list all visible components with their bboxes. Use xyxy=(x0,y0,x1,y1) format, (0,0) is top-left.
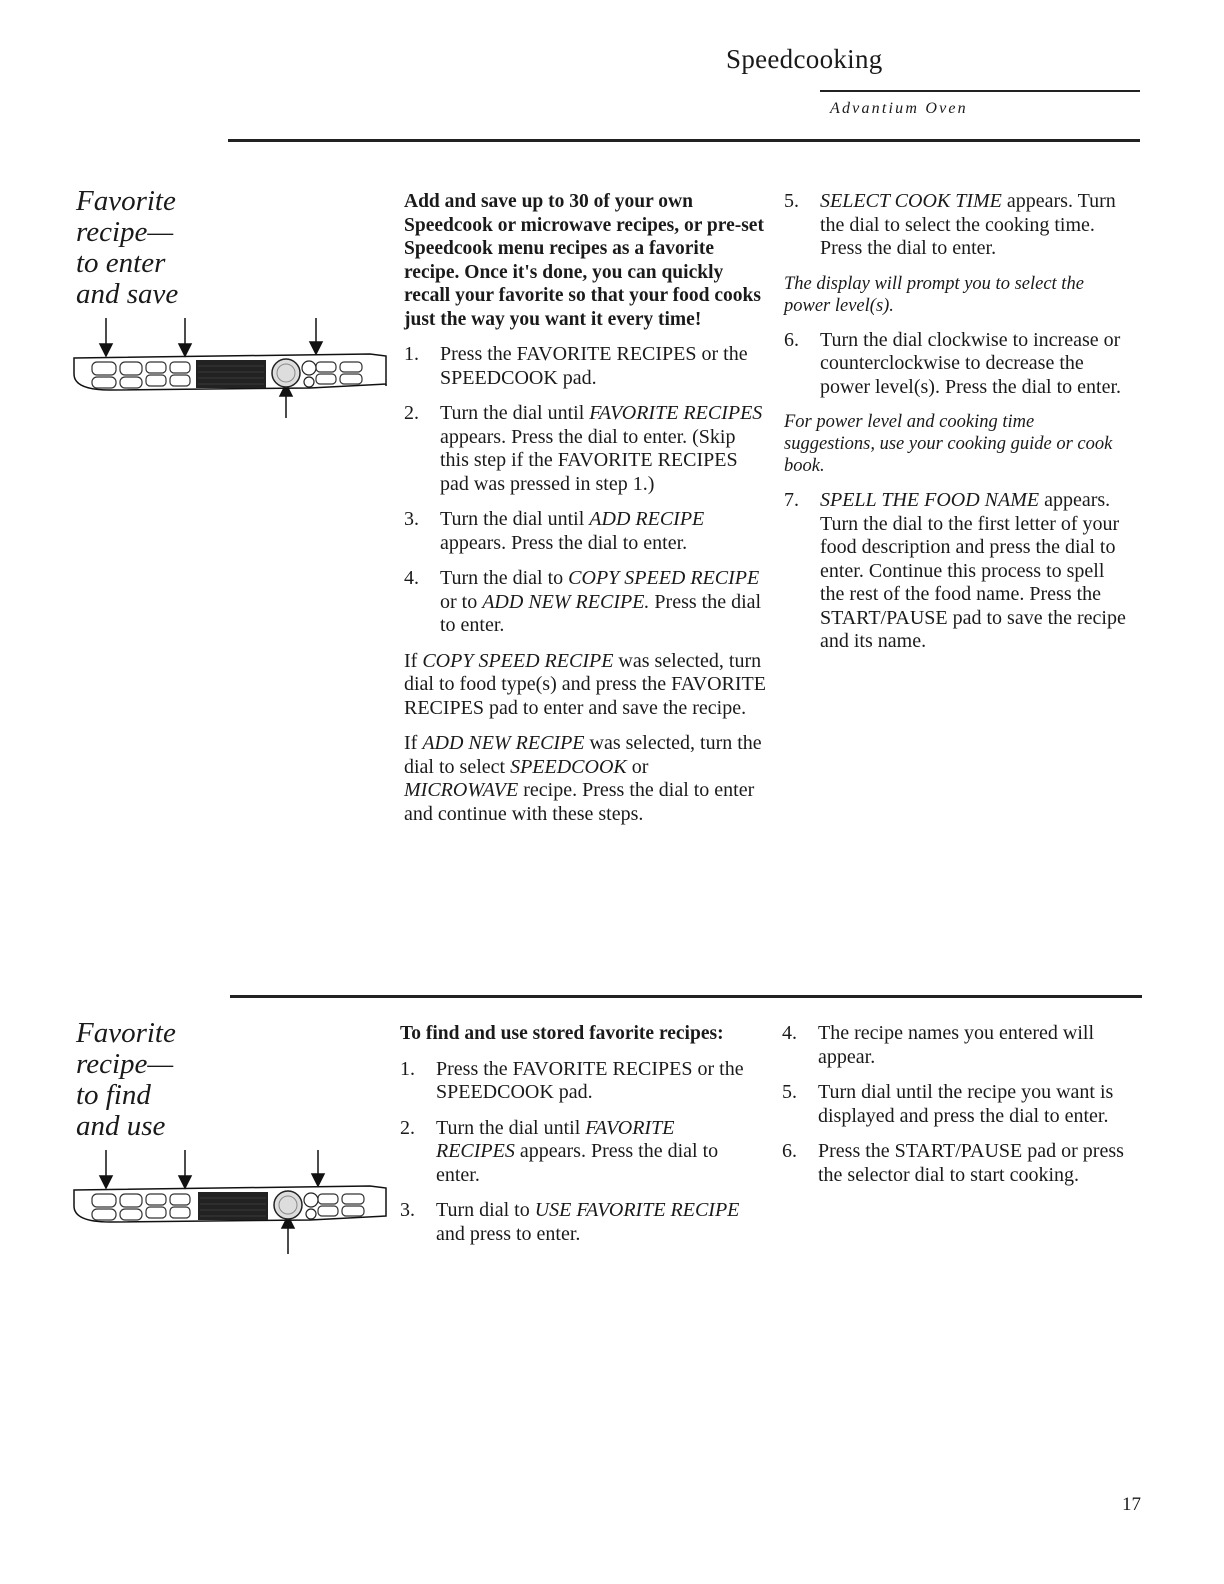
control-panel-illustration xyxy=(70,318,390,428)
section1-step-2: 2. Turn the dial until FAVORITE RECIPES appears. Press the dial to enter. (Skip this step if the FAVORITE RECIPES pad was pressed in step 1.) xyxy=(404,402,763,495)
section1-column-middle xyxy=(404,190,766,838)
section1-step-3: 3. Turn the dial until ADD RECIPE appears. Press the dial to enter. xyxy=(404,508,705,554)
section1-note-power: The display will prompt you to select the power level(s). xyxy=(784,273,1084,316)
section1-intro: Add and save up to 30 of your own Speedcook or microwave recipes, or pre-set Speedcook menu recipes as a favorite recipe. Once it's done, you can quickly recall your favorite so that your food cooks just the way you want it every time! xyxy=(404,191,764,330)
page-number: 17 xyxy=(1122,1494,1141,1515)
section2-step-5: 5. Turn dial until the recipe you want is displayed and press the dial to enter. xyxy=(782,1081,1114,1127)
header-divider xyxy=(820,90,1140,92)
section2-step-6: 6. Press the START/PAUSE pad or press the selector dial to start cooking. xyxy=(782,1140,1124,1186)
section1-step-4-new-note: If ADD NEW RECIPE was selected, turn the dial to select SPEEDCOOK or MICROWAVE recipe. Press the dial to enter and continue with these steps. xyxy=(404,732,762,825)
section1-column-right xyxy=(784,190,1128,666)
section2-step-3: 3. Turn dial to USE FAVORITE RECIPE and press to enter. xyxy=(400,1199,740,1245)
section2-step-1: 1. Press the FAVORITE RECIPES or the SPEEDCOOK pad. xyxy=(400,1057,744,1103)
section2-title: Favorite recipe— to find and use xyxy=(76,1017,176,1142)
section2-column-middle xyxy=(400,1022,750,1258)
section1-step-4: 4. Turn the dial to COPY SPEED RECIPE or to ADD NEW RECIPE. Press the dial to enter. xyxy=(404,567,762,636)
section1-step-7: 7. SPELL THE FOOD NAME appears. Turn the dial to the first letter of your food description and press the dial to enter. Continue this process to spell the rest of the food name. Press the START/PAUSE pad to save the recipe and its name. xyxy=(784,489,1126,652)
section-divider-middle xyxy=(230,995,1142,998)
control-panel-illustration-2 xyxy=(70,1150,390,1260)
section1-step-6: 6. Turn the dial clockwise to increase or counterclockwise to decrease the power level(s). Press the dial to enter. xyxy=(784,328,1122,398)
section2-step-2: 2. Turn the dial until FAVORITE RECIPES appears. Press the dial to enter. xyxy=(400,1116,719,1186)
section2-step-4: 4. The recipe names you entered will appear. xyxy=(782,1022,1094,1068)
section1-step-5: 5. SELECT COOK TIME appears. Turn the dial to select the cooking time. Press the dial to enter. xyxy=(784,190,1116,259)
section2-intro: To find and use stored favorite recipes: xyxy=(400,1023,724,1044)
section1-step-4-copy-note: If COPY SPEED RECIPE was selected, turn dial to food type(s) and press the FAVORITE RECIPES pad to enter and save the recipe. xyxy=(404,649,766,719)
section2-column-right xyxy=(782,1022,1126,1199)
page-title: Speedcooking xyxy=(726,44,883,74)
section-divider-top xyxy=(228,139,1140,142)
section1-step-1: 1. Press the FAVORITE RECIPES or the SPEEDCOOK pad. xyxy=(404,343,748,389)
section1-title: Favorite recipe— to enter and save xyxy=(76,185,179,310)
section1-note-suggestions: For power level and cooking time suggestions, use your cooking guide or cook book. xyxy=(784,412,1113,476)
page-subtitle: Advantium Oven xyxy=(830,100,968,117)
